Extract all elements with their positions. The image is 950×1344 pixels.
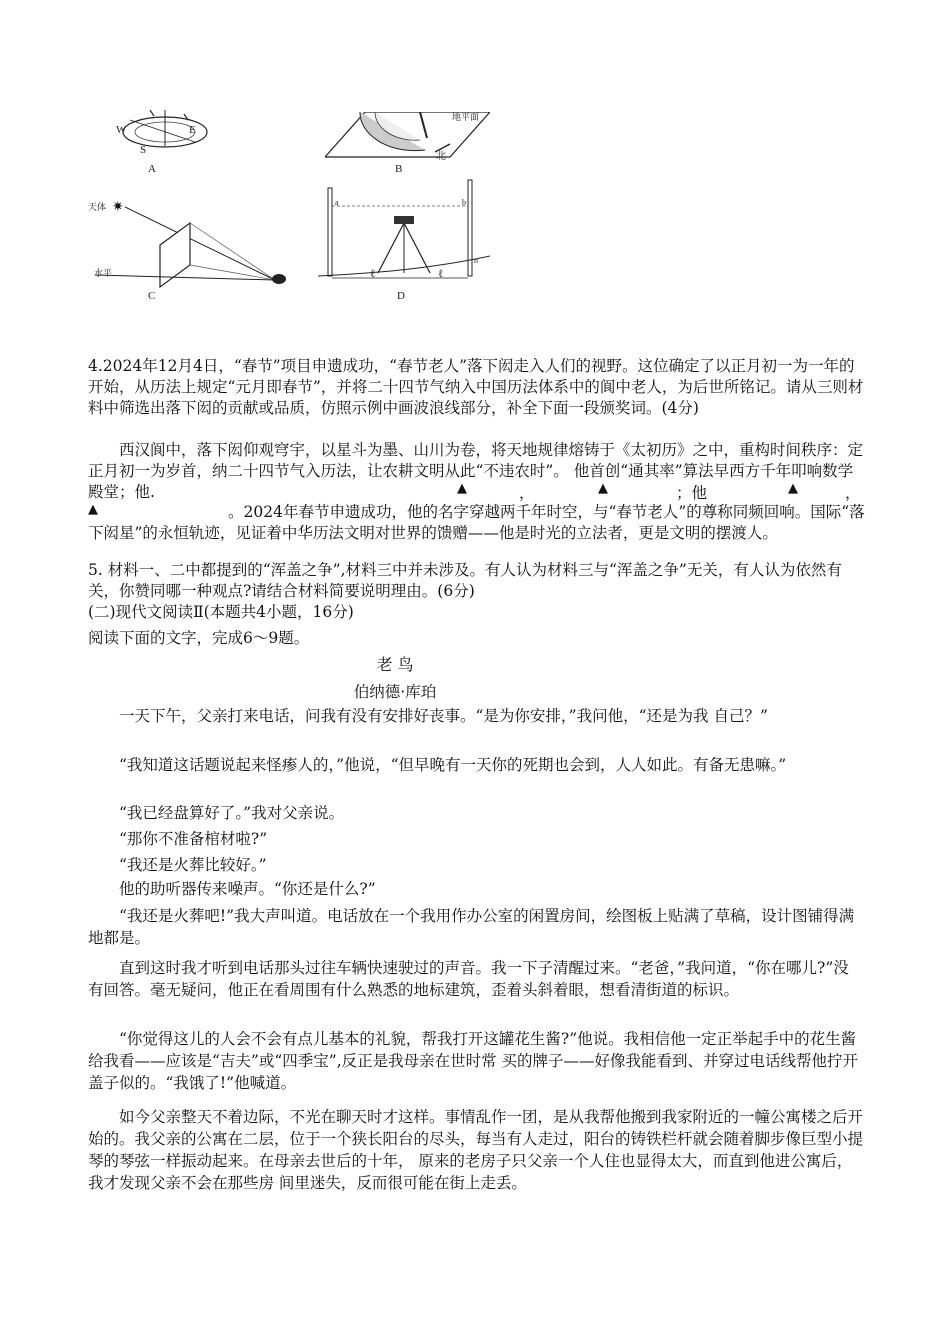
story-paragraph: 直到这时我才听到电话那头过往车辆快速驶过的声音。我一下子清醒过来。“老爸，”我问道，“你在哪儿?”没有回答。毫无疑问，他正在看周围有什么熟悉的地标建筑，歪着头斜着眼，想看清街道的标识。 — [88, 959, 849, 999]
figure-b-horizon-tag: 地平面 — [452, 112, 480, 122]
figure-d-dim-right: ℓ — [438, 268, 444, 280]
blank-marker-1: ▲ — [457, 481, 467, 496]
story-title: 老 鸟 — [376, 655, 414, 674]
figure-d-mark-n: n — [474, 256, 478, 265]
blank-sep-2: ；他 — [676, 484, 708, 502]
figure-a-label: A — [148, 163, 156, 175]
story-paragraph: 如今父亲整天不着边际，不光在聊天时才这样。事情乱作一团，是从我帮他搬到我家附近的一幢公寓楼之后开始的。我父亲的公寓在二层，位于一个狭长阳台的尽头，每当有人走过，阳台的铸铁栏杆就会随着脚步像巨型小提琴的琴弦一样振动起来。在母亲去世后的十年， 原来的老房子只父亲一个人住也显得太大，而直到他进公寓后，我才发现父亲不会在那些房 间里迷失，反而很可能在街上走丢。 — [88, 1108, 864, 1192]
story-paragraph: 一天下午，父亲打来电话，问我有没有安排好丧事。“是为你安排，”我问他，“还是为我 自己？” — [119, 707, 768, 725]
figure-a-east: E — [189, 124, 196, 136]
figure-d-leveling — [318, 178, 490, 283]
figure-d-label: D — [397, 290, 405, 302]
question-5: 5. 材料一、二中都提到的“浑盖之争”,材料三中并未涉及。有人认为材料三与“浑盖之争”无关，有人认为依然有关，你赞同哪一种观点?请结合材料简要说明理由。(6分) — [88, 561, 842, 600]
section-heading: (二)现代文阅读Ⅱ(本题共4小题，16分) — [88, 603, 354, 621]
story-paragraph: “我还是火葬吧!”我大声叫道。电话放在一个我用作办公室的闲置房间，绘图板上贴满了草稿，设计图铺得满地都是。 — [88, 907, 855, 947]
blank-sep-3: ， — [845, 484, 861, 502]
story-paragraph: “我已经盘算好了。”我对父亲说。 — [119, 804, 345, 822]
story-paragraph: “我还是火葬比较好。” — [119, 856, 267, 874]
figure-b-label: B — [395, 163, 403, 175]
svg-text:✷: ✷ — [112, 199, 124, 215]
figure-d-mark-a: a — [335, 198, 339, 207]
story-paragraph: 他的助听器传来噪声。“你还是什么?” — [119, 880, 376, 898]
figure-c-projection — [85, 195, 295, 295]
blank-sep-1: ， — [519, 484, 535, 502]
figure-c-star: 天体 — [88, 202, 107, 212]
blank-marker-2: ▲ — [598, 481, 608, 496]
story-author: 伯纳德·库珀 — [353, 683, 437, 701]
instruction: 阅读下面的文字，完成6～9题。 — [88, 629, 310, 647]
blank-marker-4: ▲ — [88, 502, 98, 517]
figure-a-celestial-sphere — [110, 110, 220, 180]
question-4-body-b: 。2024年春节申遗成功，他的名字穿越两千年时空，与“春节老人”的尊称同频回响。国际“落下闳星”的永恒轨迹，见证着中华历法文明对世界的馈赠——他是时光的立法者，更是文明的摆渡人。 — [88, 503, 865, 542]
figure-d-mark-b: b — [462, 198, 466, 207]
figure-a-west: W — [116, 124, 127, 136]
story-paragraph: “你觉得这儿的人会不会有点儿基本的礼貌，帮我打开这罐花生酱?”他说。我相信他一定正举起手中的花生酱给我看——应该是“吉夫”或“四季宝”,反正是我母亲在世时常 买的牌子——好像我能看到、并穿过电话线帮他拧开盖子似的。“我饿了!”他喊道。 — [88, 1030, 859, 1092]
figure-c-label: C — [148, 290, 156, 302]
story-paragraph: “那你不准备棺材啦?” — [119, 830, 268, 848]
question-4-body-a: 西汉阆中，落下闳仰观穹宇，以星斗为墨、山川为卷，将天地规律熔铸于《太初历》之中，重构时间秩序：定正月初一为岁首，纳二十四节气入历法，让农耕文明从此“不违农时”。 他首创“通其率”算法早西方千年叩响数学殿堂；他. — [88, 441, 864, 501]
figure-d-dim-left: ℓ — [370, 268, 376, 280]
figure-b-north: 北 — [436, 151, 446, 162]
story-paragraph: “我知道这话题说起来怪瘆人的，”他说，“但早晚有一天你的死期也会到，人人如此。有备无患嘛。” — [119, 756, 787, 774]
figure-c-horizon: 水平 — [94, 268, 113, 278]
blank-marker-3: ▲ — [788, 481, 798, 496]
figure-a-south: S — [140, 144, 147, 156]
question-4-stem: 4.2024年12月4日，“春节”项目申遗成功，“春节老人”落下闳走入人们的视野。这位确定了以正月初一为一年的开始，从历法上规定“元月即春节”，并将二十四节气纳入中国历法体系中的阆中老人，为后世所铭记。请从三则材料中筛选出落下闳的贡献或品质，仿照示例中画波浪线部分，补全下面一段颁奖词。(4分) — [88, 357, 864, 417]
